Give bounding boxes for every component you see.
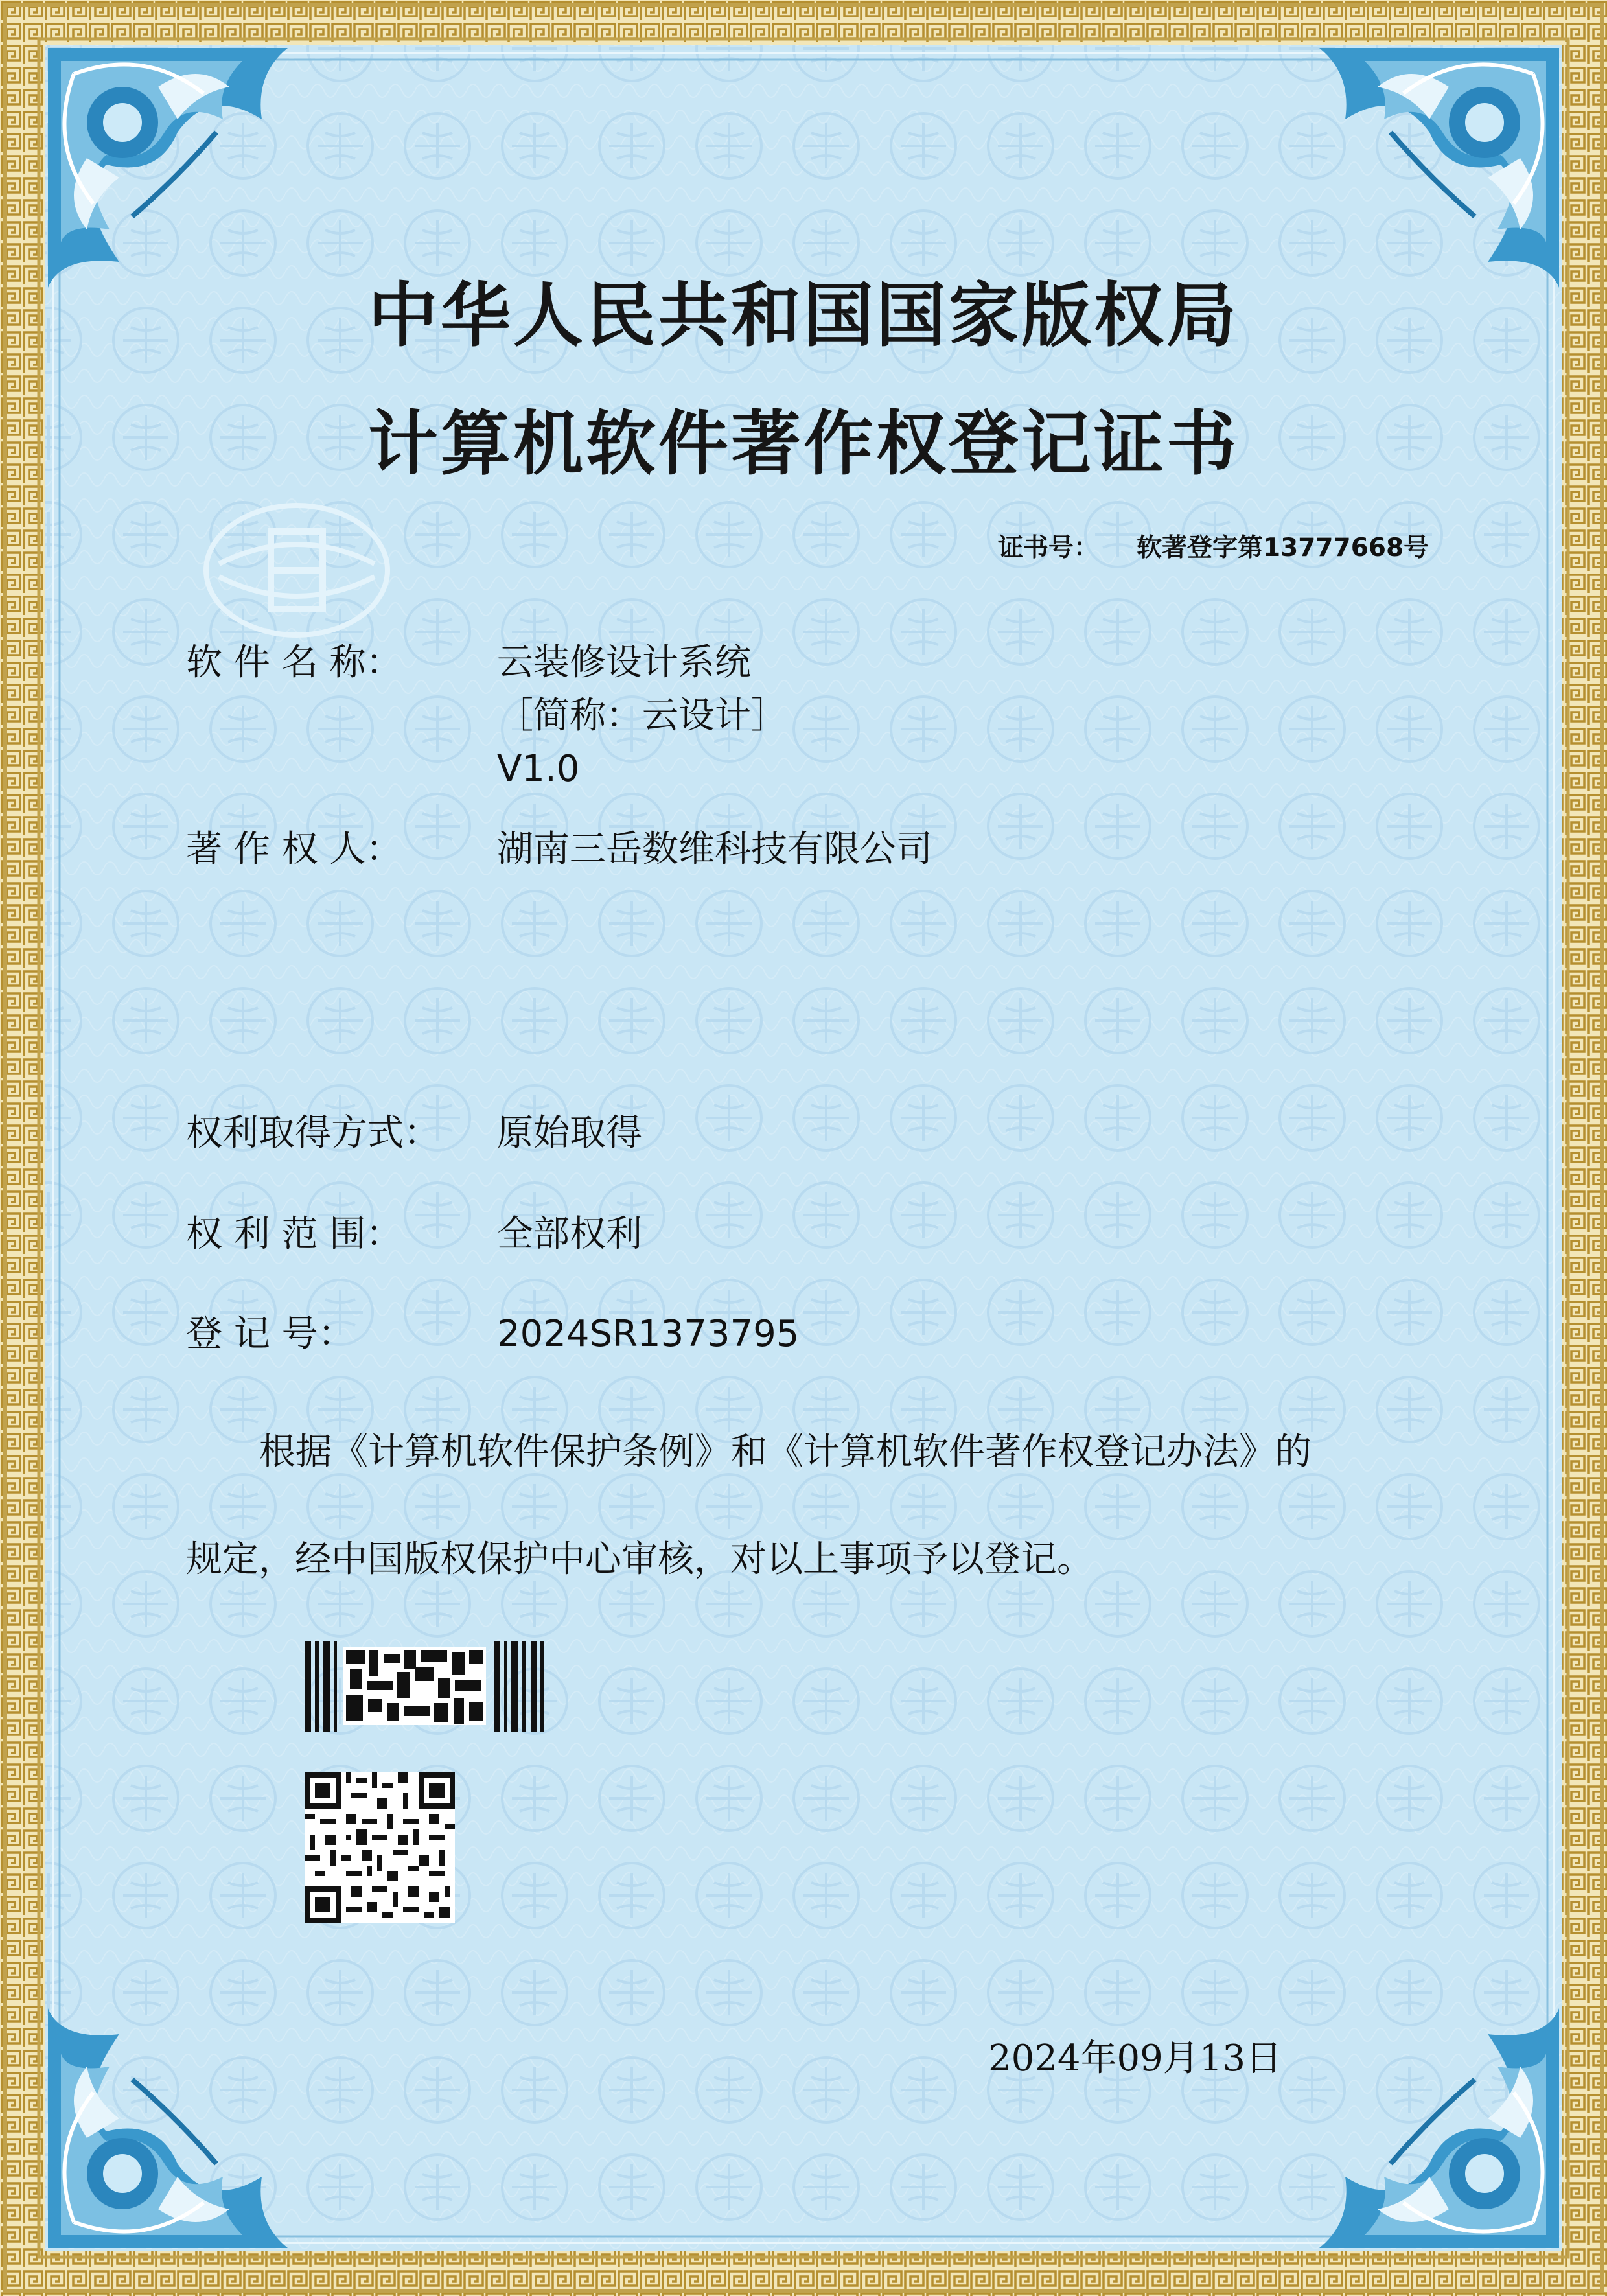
issue-date: 2024年09月13日 xyxy=(988,2037,1282,2080)
qr-code-icon xyxy=(305,1772,455,1923)
software-name-value xyxy=(497,636,787,796)
copyright-owner-value: 湖南三岳数维科技有限公司 xyxy=(497,828,932,870)
certificate-number-value: 软著登字第13777668号 xyxy=(1137,533,1429,562)
copyright-owner-label: 著 作 权 人： xyxy=(186,828,402,870)
software-name-label: 软 件 名 称： xyxy=(186,642,402,684)
statement-line-2: 规定，经中国版权保护中心审核，对以上事项予以登记。 xyxy=(186,1538,1093,1581)
registration-number-value: 2024SR1373795 xyxy=(497,1313,800,1355)
scope-of-rights-value: 全部权利 xyxy=(497,1213,642,1255)
title-certificate: 计算机软件著作权登记证书 xyxy=(367,403,1239,485)
certificate-number xyxy=(998,528,1451,564)
scope-of-rights-label: 权 利 范 围： xyxy=(186,1213,402,1255)
acquisition-method-label: 权利取得方式： xyxy=(186,1112,440,1154)
registration-number-label: 登 记 号： xyxy=(186,1313,354,1355)
software-name-line: ［简称：云设计］ xyxy=(497,695,787,737)
software-name-line: V1.0 xyxy=(497,748,580,790)
statement-line-1: 根据《计算机软件保护条例》和《计算机软件著作权登记办法》的 xyxy=(259,1431,1312,1473)
emblem-icon xyxy=(200,499,394,642)
software-name-line: 云装修设计系统 xyxy=(497,642,751,684)
barcode-icon xyxy=(305,1641,546,1732)
acquisition-method-value: 原始取得 xyxy=(497,1112,642,1154)
title-agency: 中华人民共和国国家版权局 xyxy=(367,275,1239,356)
certificate-number-label: 证书号： xyxy=(998,533,1100,562)
